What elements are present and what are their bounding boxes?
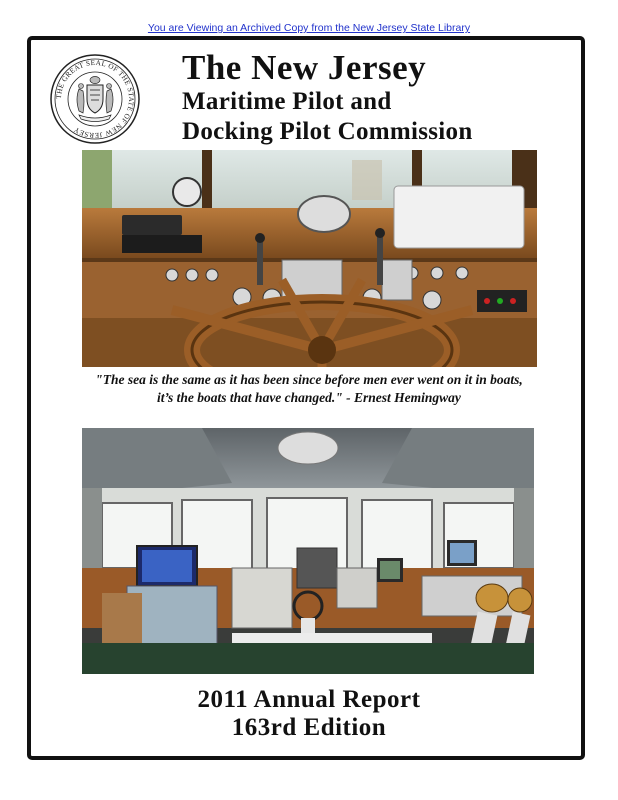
ship-helm-photo <box>82 150 537 367</box>
page-title: The New Jersey <box>182 48 427 87</box>
commission-name-line1: Maritime Pilot and <box>182 88 392 115</box>
report-edition: 163rd Edition <box>231 714 387 741</box>
report-title: 2011 Annual Report <box>197 686 421 713</box>
hemingway-quote-line1: "The sea is the same as it has been since before men ever went on it in boats, <box>95 372 523 387</box>
state-seal-icon <box>49 53 141 145</box>
archive-banner-link[interactable]: You are Viewing an Archived Copy from the New Jersey State Library <box>147 22 471 34</box>
seal-text: THE GREAT SEAL OF THE STATE OF NEW JERSEY <box>54 58 136 140</box>
ship-bridge-photo <box>82 428 534 674</box>
commission-name-line2: Docking Pilot Commission <box>182 118 473 145</box>
hemingway-quote-line2: it’s the boats that have changed." - Ernest Hemingway <box>157 390 461 405</box>
